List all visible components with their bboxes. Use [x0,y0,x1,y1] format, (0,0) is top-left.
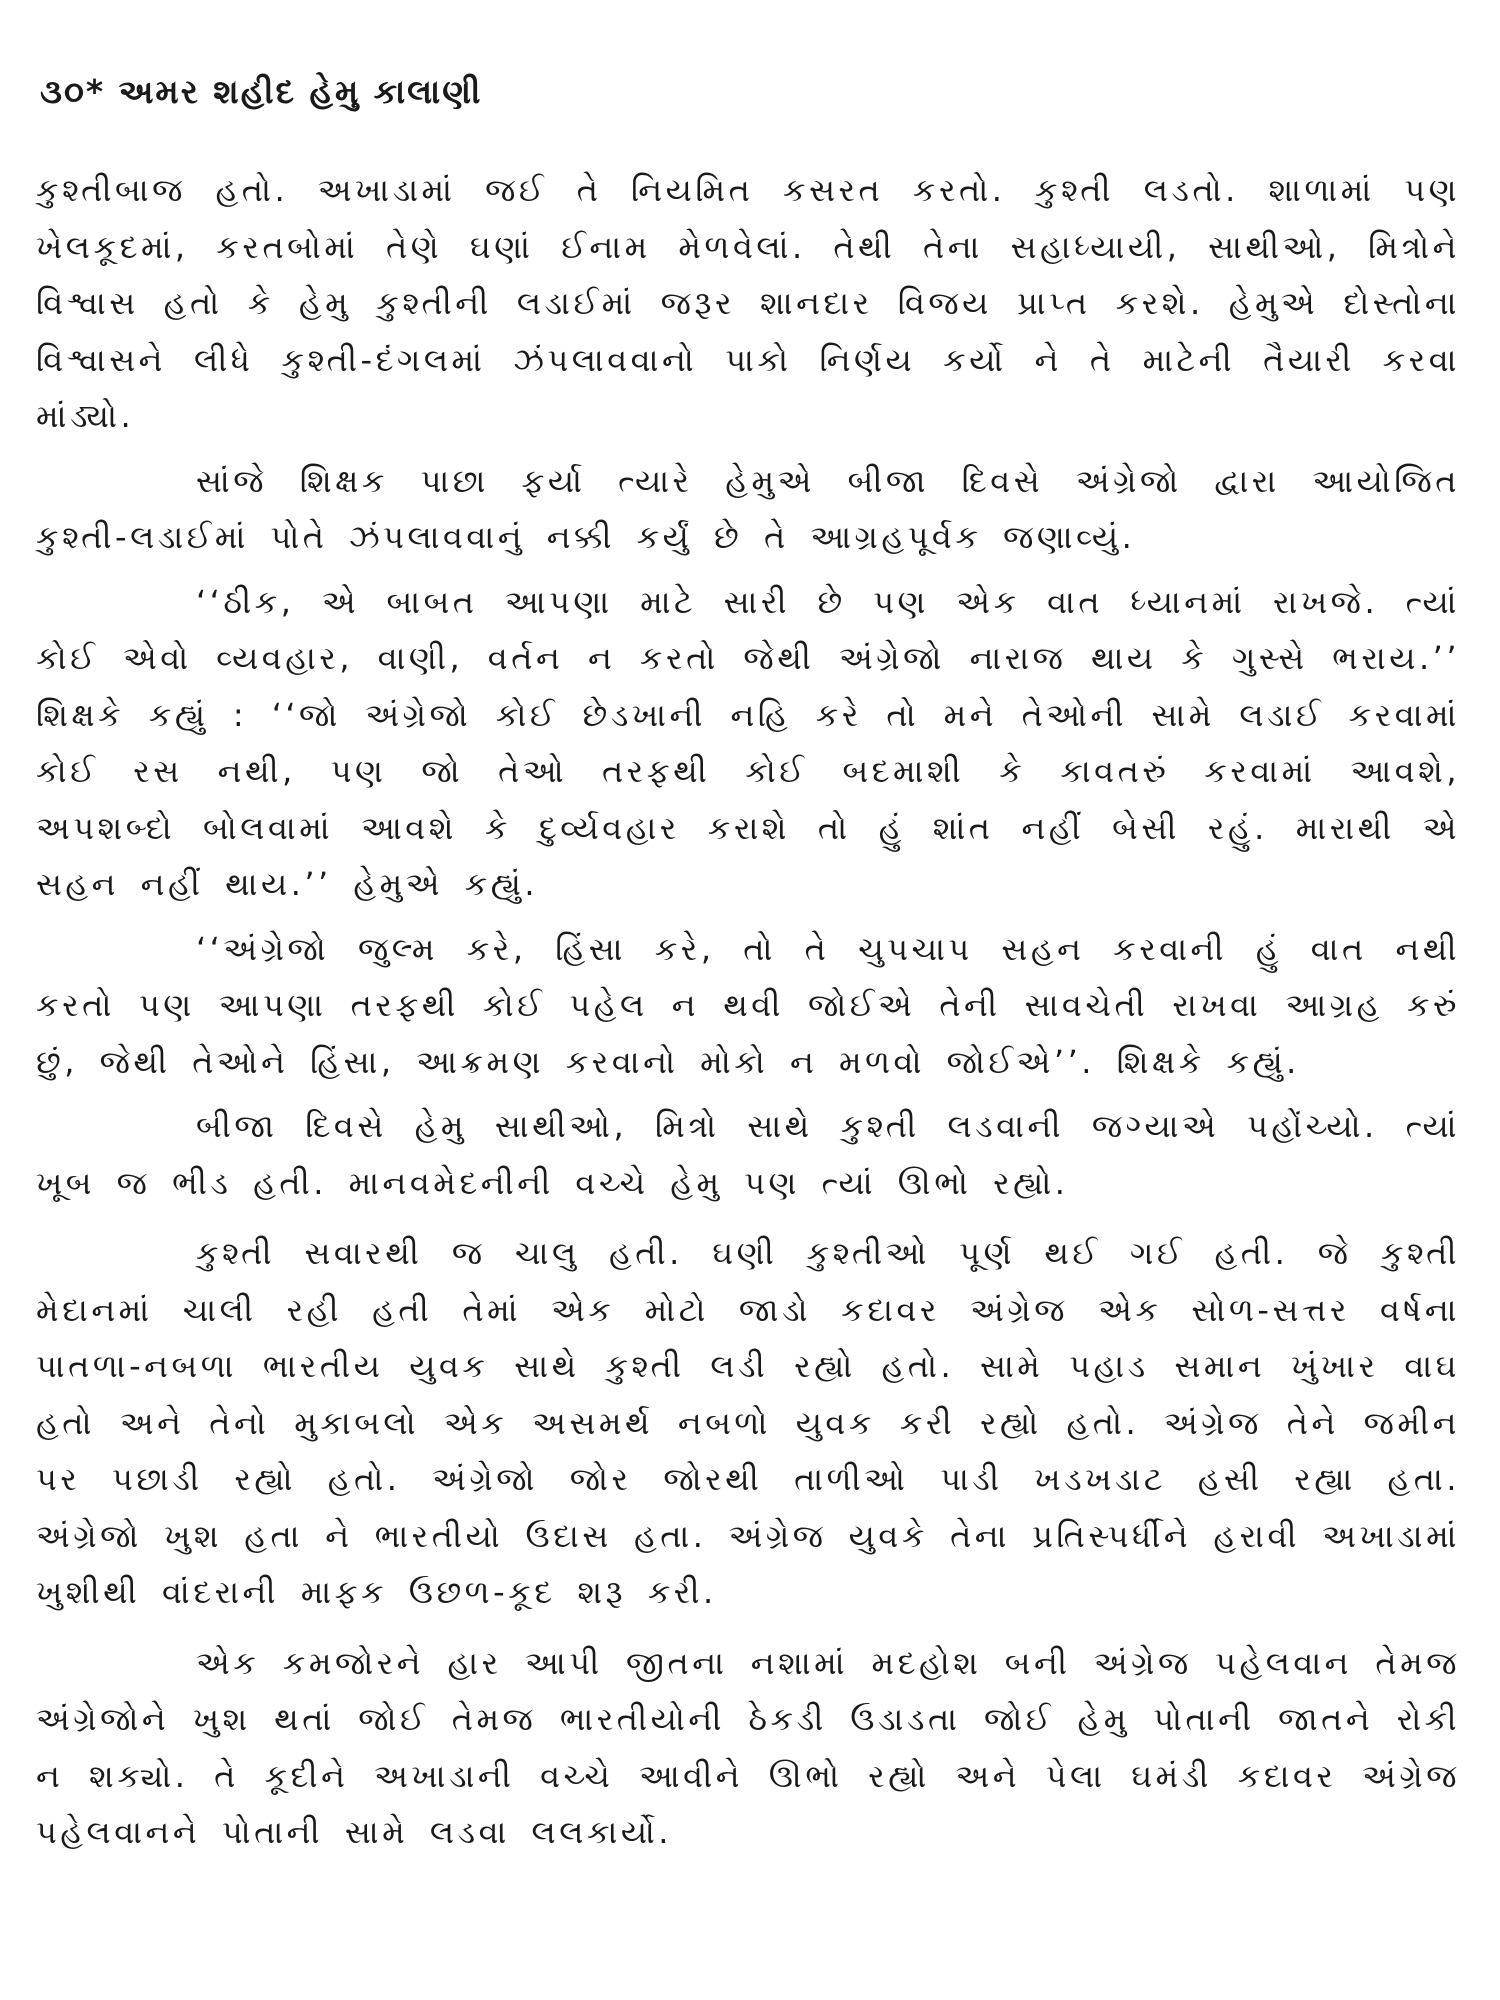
paragraph-6: કુશ્તી સવારથી જ ચાલુ હતી. ઘણી કુશ્તીઓ પૂર્ણ થઈ ગઈ હતી. જે કુશ્તી મેદાનમાં ચાલી રહી હતી તેમાં એક મોટો જાડો કદાવર અંગ્રેજ એક સોળ-સત્તર વર્ષના પાતળા-નબળા ભારતીય યુવક સાથે કુશ્તી લડી રહ્યો હતો. સામે પહાડ સમાન ખુંખાર વાઘ હતો અને તેનો મુકાબલો એક અસમર્થ નબળો યુવક કરી રહ્યો હતો. અંગ્રેજ તેને જમીન પર પછાડી રહ્યો હતો. અંગ્રેજો જોર જોરથી તાળીઓ પાડી ખડખડાટ હસી રહ્યા હતા. અંગ્રેજો ખુશ હતા ને ભારતીયો ઉદાસ હતા. અંગ્રેજ યુવકે તેના પ્રતિસ્પર્ધીને હરાવી અખાડામાં ખુશીથી વાંદરાની માફક ઉછળ-કૂદ શરૂ કરી. [36,1234,1460,1611]
paragraph-2: સાંજે શિક્ષક પાછા ફર્યા ત્યારે હેમુએ બીજા દિવસે અંગ્રેજો દ્વારા આયોજિત કુશ્તી-લડાઈમાં પોતે ઝંપલાવવાનું નક્કી કર્યું છે તે આગ્રહપૂર્વક જણાવ્યું. [36,461,1460,556]
paragraph-4: ‘‘અંગ્રેજો જુલ્મ કરે, હિંસા કરે, તો તે ચુપચાપ સહન કરવાની હું વાત નથી કરતો પણ આપણા તરફથી કોઈ પહેલ ન થવી જોઈએ તેની સાવચેતી રાખવા આગ્રહ કરું છું, જેથી તેઓને હિંસા, આક્રમણ કરવાનો મોકો ન મળવો જોઈએ’’. શિક્ષકે કહ્યું. [36,929,1460,1081]
chapter-heading: ૩૦* અમર શહીદ હેમુ કાલાણી [40,72,483,111]
paragraph-5: બીજા દિવસે હેમુ સાથીઓ, મિત્રો સાથે કુશ્તી લડવાની જગ્યાએ પહોંચ્યો. ત્યાં ખૂબ જ ભીડ હતી. માનવમેદનીની વચ્ચે હેમુ પણ ત્યાં ઊભો રહ્યો. [36,1107,1460,1202]
paragraph-1: કુશ્તીબાજ હતો. અખાડામાં જઈ તે નિયમિત કસરત કરતો. કુશ્તી લડતો. શાળામાં પણ ખેલકૂદમાં, કરતબોમાં તેણે ઘણાં ઈનામ મેળવેલાં. તેથી તેના સહાધ્યાયી, સાથીઓ, મિત્રોને વિશ્વાસ હતો કે હેમુ કુશ્તીની લડાઈમાં જરૂર શાનદાર વિજય પ્રાપ્ત કરશે. હેમુએ દોસ્તોના વિશ્વાસને લીધે કુશ્તી-દંગલમાં ઝંપલાવવાનો પાકો નિર્ણય કર્યો ને તે માટેની તૈયારી કરવા માંડ્યો. [36,171,1460,435]
paragraph-3: ‘‘ઠીક, એ બાબત આપણા માટે સારી છે પણ એક વાત ધ્યાનમાં રાખજે. ત્યાં કોઈ એવો વ્યવહાર, વાણી, વર્તન ન કરતો જેથી અંગ્રેજો નારાજ થાય કે ગુસ્સે ભરાય.’’ શિક્ષકે કહ્યું : ‘‘જો અંગ્રેજો કોઈ છેડખાની નહિ કરે તો મને તેઓની સામે લડાઈ કરવામાં કોઈ રસ નથી, પણ જો તેઓ તરફથી કોઈ બદમાશી કે કાવતરું કરવામાં આવશે, અપશબ્દો બોલવામાં આવશે કે દુર્વ્યવહાર કરાશે તો હું શાંત નહીં બેસી રહું. મારાથી એ સહન નહીં થાય.’’ હેમુએ કહ્યું. [36,582,1460,903]
paragraph-7: એક કમજોરને હાર આપી જીતના નશામાં મદહોશ બની અંગ્રેજ પહેલવાન તેમજ અંગ્રેજોને ખુશ થતાં જોઈ તેમજ ભારતીયોની ઠેકડી ઉડાડતા જોઈ હેમુ પોતાની જાતને રોકી ન શક્યો. તે કૂદીને અખાડાની વચ્ચે આવીને ઊભો રહ્યો અને પેલા ઘમંડી કદાવર અંગ્રેજ પહેલવાનને પોતાની સામે લડવા લલકાર્યો. [36,1643,1460,1851]
